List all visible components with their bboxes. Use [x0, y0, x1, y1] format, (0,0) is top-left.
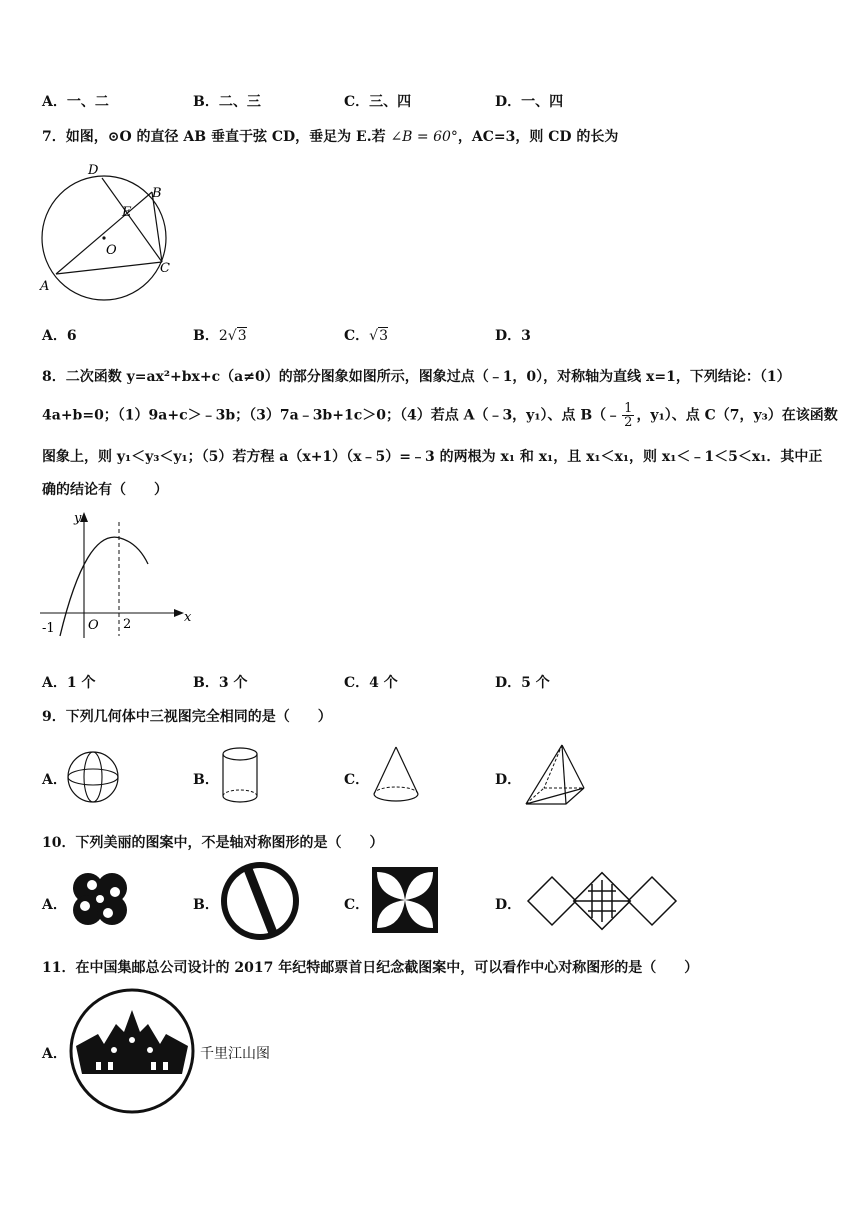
- q9-option-b-label: B．: [193, 772, 219, 788]
- stamp-caption: 千里江山图: [200, 1046, 270, 1062]
- q8-line4: 确的结论有（ ）: [42, 482, 168, 498]
- stamp-mountain-icon: [68, 988, 198, 1116]
- sphere-icon: [66, 748, 122, 806]
- x-axis-arrow: [174, 609, 184, 617]
- cone-icon: [370, 744, 424, 806]
- q7-option-c: [344, 325, 388, 345]
- label-d: D: [88, 163, 99, 178]
- q8-line2-post: ，y₁）、点 C（7，y₃）在该函数: [636, 407, 838, 424]
- q10-option-d-label: D．: [495, 897, 522, 913]
- q8-option-c: C．4 个: [344, 675, 398, 691]
- q7-stem-part2: O 的直径 AB 垂直于弦 CD，垂足为 E.若: [119, 129, 391, 145]
- q11-option-a-label: A．: [42, 1046, 67, 1062]
- label-o: O: [106, 243, 117, 258]
- coef: 2: [218, 328, 228, 344]
- q7-option-b-value: 2√3: [218, 328, 247, 344]
- q7-stem: [42, 126, 618, 146]
- q7-option-d: D．3: [495, 328, 531, 344]
- q8-parabola-graph: [38, 508, 198, 648]
- q8-option-b: B．3 个: [193, 675, 248, 691]
- q8-line3: 图象上，则 y₁＜y₃＜y₁；（5）若方程 a（x+1）（x﹣5）=﹣3 的两根为 x₁ 和 x₁，且 x₁＜x₁，则 x₁＜﹣1＜5＜x₁．其中正: [42, 449, 823, 465]
- q10-option-a-label: A．: [42, 897, 67, 913]
- cylinder-icon: [220, 746, 262, 806]
- q10-option-c-label: C．: [344, 897, 370, 913]
- q7-option-b: [193, 325, 247, 345]
- q8-option-a: A．1 个: [42, 675, 96, 691]
- x-axis-label: x: [184, 610, 192, 625]
- q6-option-d: D．一、四: [495, 94, 564, 110]
- q7-angle: ∠B = 60°: [390, 129, 458, 145]
- q7-circle-figure: [36, 158, 186, 298]
- radicand: 3: [237, 328, 247, 344]
- parabola-curve: [60, 537, 148, 636]
- q9-stem: 9．下列几何体中三视图完全相同的是（ ）: [42, 709, 332, 725]
- q6-option-b: B．二、三: [193, 94, 261, 110]
- q7-stem-part1: 7．如图，: [42, 129, 108, 145]
- q7-segment-bc: [152, 192, 162, 262]
- q7-option-b-label: B．: [193, 328, 219, 344]
- q7-segment-ac: [56, 262, 162, 274]
- label-b: B: [152, 186, 162, 201]
- q7-option-a: A．6: [42, 328, 77, 344]
- swirl-pattern-icon: [68, 868, 132, 930]
- pyramid-icon: [522, 742, 588, 810]
- q8-line2: [42, 402, 838, 429]
- q10-stem: 10．下列美丽的图案中，不是轴对称图形的是（ ）: [42, 835, 384, 851]
- y-axis-label: y: [74, 511, 82, 526]
- q8-option-d: D．5 个: [495, 675, 550, 691]
- radicand: 3: [379, 328, 388, 344]
- q8-line2-pre: 4a+b=0；（1）9a+c＞﹣3b；（3）7a﹣3b+1c＞0；（4）若点 A（﹣3，y₁）、点 B（﹣: [42, 407, 621, 424]
- circle-symbol: ⊙: [107, 129, 120, 145]
- label-a: A: [40, 279, 50, 294]
- q7-center-point: [102, 236, 105, 239]
- q8-line1: 8．二次函数 y=ax²+bx+c（a≠0）的部分图象如图所示，图象过点（﹣1，0），对称轴为直线 x=1，下列结论：（1）: [42, 369, 791, 385]
- origin-label: O: [88, 618, 99, 633]
- q10-option-b-label: B．: [193, 897, 219, 913]
- label-c: C: [160, 261, 170, 276]
- q9-option-a-label: A．: [42, 772, 67, 788]
- q11-stem: 11．在中国集邮总公司设计的 2017 年纪特邮票首日纪念截图案中，可以看作中心对称图形的是（ ）: [42, 960, 699, 976]
- circle-slash-icon: [218, 862, 304, 942]
- q9-option-c-label: C．: [344, 772, 370, 788]
- tick-neg1: -1: [42, 621, 55, 636]
- fraction-denominator: 2: [624, 415, 633, 430]
- q6-option-a: A．一、二: [42, 94, 109, 110]
- fraction: [622, 402, 634, 429]
- q7-stem-part3: ，AC=3，则 CD 的长为: [457, 129, 619, 145]
- knot-pattern-icon: [524, 872, 684, 930]
- petal-square-icon: [371, 866, 441, 936]
- fraction-numerator: 1: [624, 401, 633, 416]
- label-e: E: [122, 205, 132, 220]
- tick-2: 2: [123, 617, 132, 632]
- q9-option-d-label: D．: [495, 772, 522, 788]
- q6-option-c: C．三、四: [344, 94, 412, 110]
- q7-option-c-label: C．: [344, 328, 370, 344]
- q7-diameter-ab: [56, 192, 152, 274]
- q7-option-c-value: √3: [369, 328, 388, 344]
